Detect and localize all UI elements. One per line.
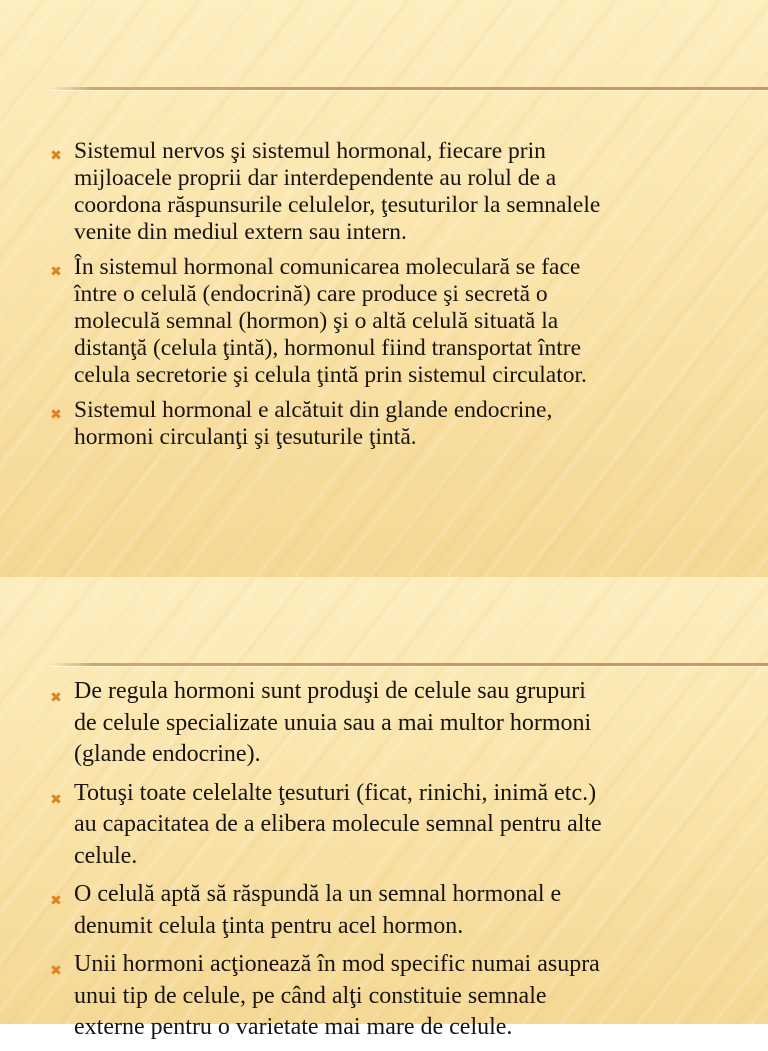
bullet-text: Sistemul nervos şi sistemul hormonal, fiecare prin mijloacele proprii dar interdependente au rolul de a coordona răspunsurile celulelor, ţesuturilor la semnalele venite din mediul extern sau intern. (74, 138, 601, 245)
bullet-item (48, 879, 744, 942)
title-divider (50, 663, 768, 666)
bullet-item (48, 397, 744, 451)
bullet-item (48, 676, 744, 771)
title-divider (50, 87, 768, 90)
bullet-text: De regula hormoni sunt produşi de celule sau grupuri de celule specializate unuia sau a mai multor hormoni (glande endocrine). (74, 678, 592, 767)
x-mark-icon: ✖ (50, 690, 62, 706)
x-mark-icon: ✖ (50, 791, 62, 808)
bullet-item (48, 138, 744, 246)
bullet-item (48, 254, 744, 389)
bullet-text: Totuşi toate celelalte ţesuturi (ficat, rinichi, inimă etc.) au capacitatea de a elibera molecule semnal pentru alte celule. (74, 779, 602, 869)
bullet-item (48, 778, 744, 873)
x-mark-icon: ✖ (50, 148, 62, 164)
x-mark-icon: ✖ (50, 264, 62, 280)
bullet-text: O celulă aptă să răspundă la un semnal hormonal e denumit celula ţinta pentru acel hormon. (74, 881, 562, 939)
x-mark-icon: ✖ (50, 963, 62, 979)
bullet-text: În sistemul hormonal comunicarea moleculară se face între o celulă (endocrină) care produce şi secretă o moleculă semnal (hormon) şi o altă celulă situată la distanţă (celula ţintă), hormonul fiind transportat între celula secretorie şi celula ţintă prin sistemul circulator. (74, 254, 587, 388)
bullet-list (48, 138, 744, 459)
x-mark-icon: ✖ (50, 407, 62, 423)
bullet-text: Sistemul hormonal e alcătuit din glande endocrine, hormoni circulanţi şi ţesuturile ţintă. (74, 397, 553, 450)
bullet-list (48, 676, 744, 1051)
x-mark-icon: ✖ (50, 893, 62, 909)
bullet-text: Unii hormoni acţionează în mod specific numai asupra unui tip de celule, pe când alţi constituie semnale externe pentru o varietate mai mare de celule. (74, 951, 600, 1040)
bullet-item (48, 949, 744, 1044)
slide-2 (0, 577, 768, 1040)
